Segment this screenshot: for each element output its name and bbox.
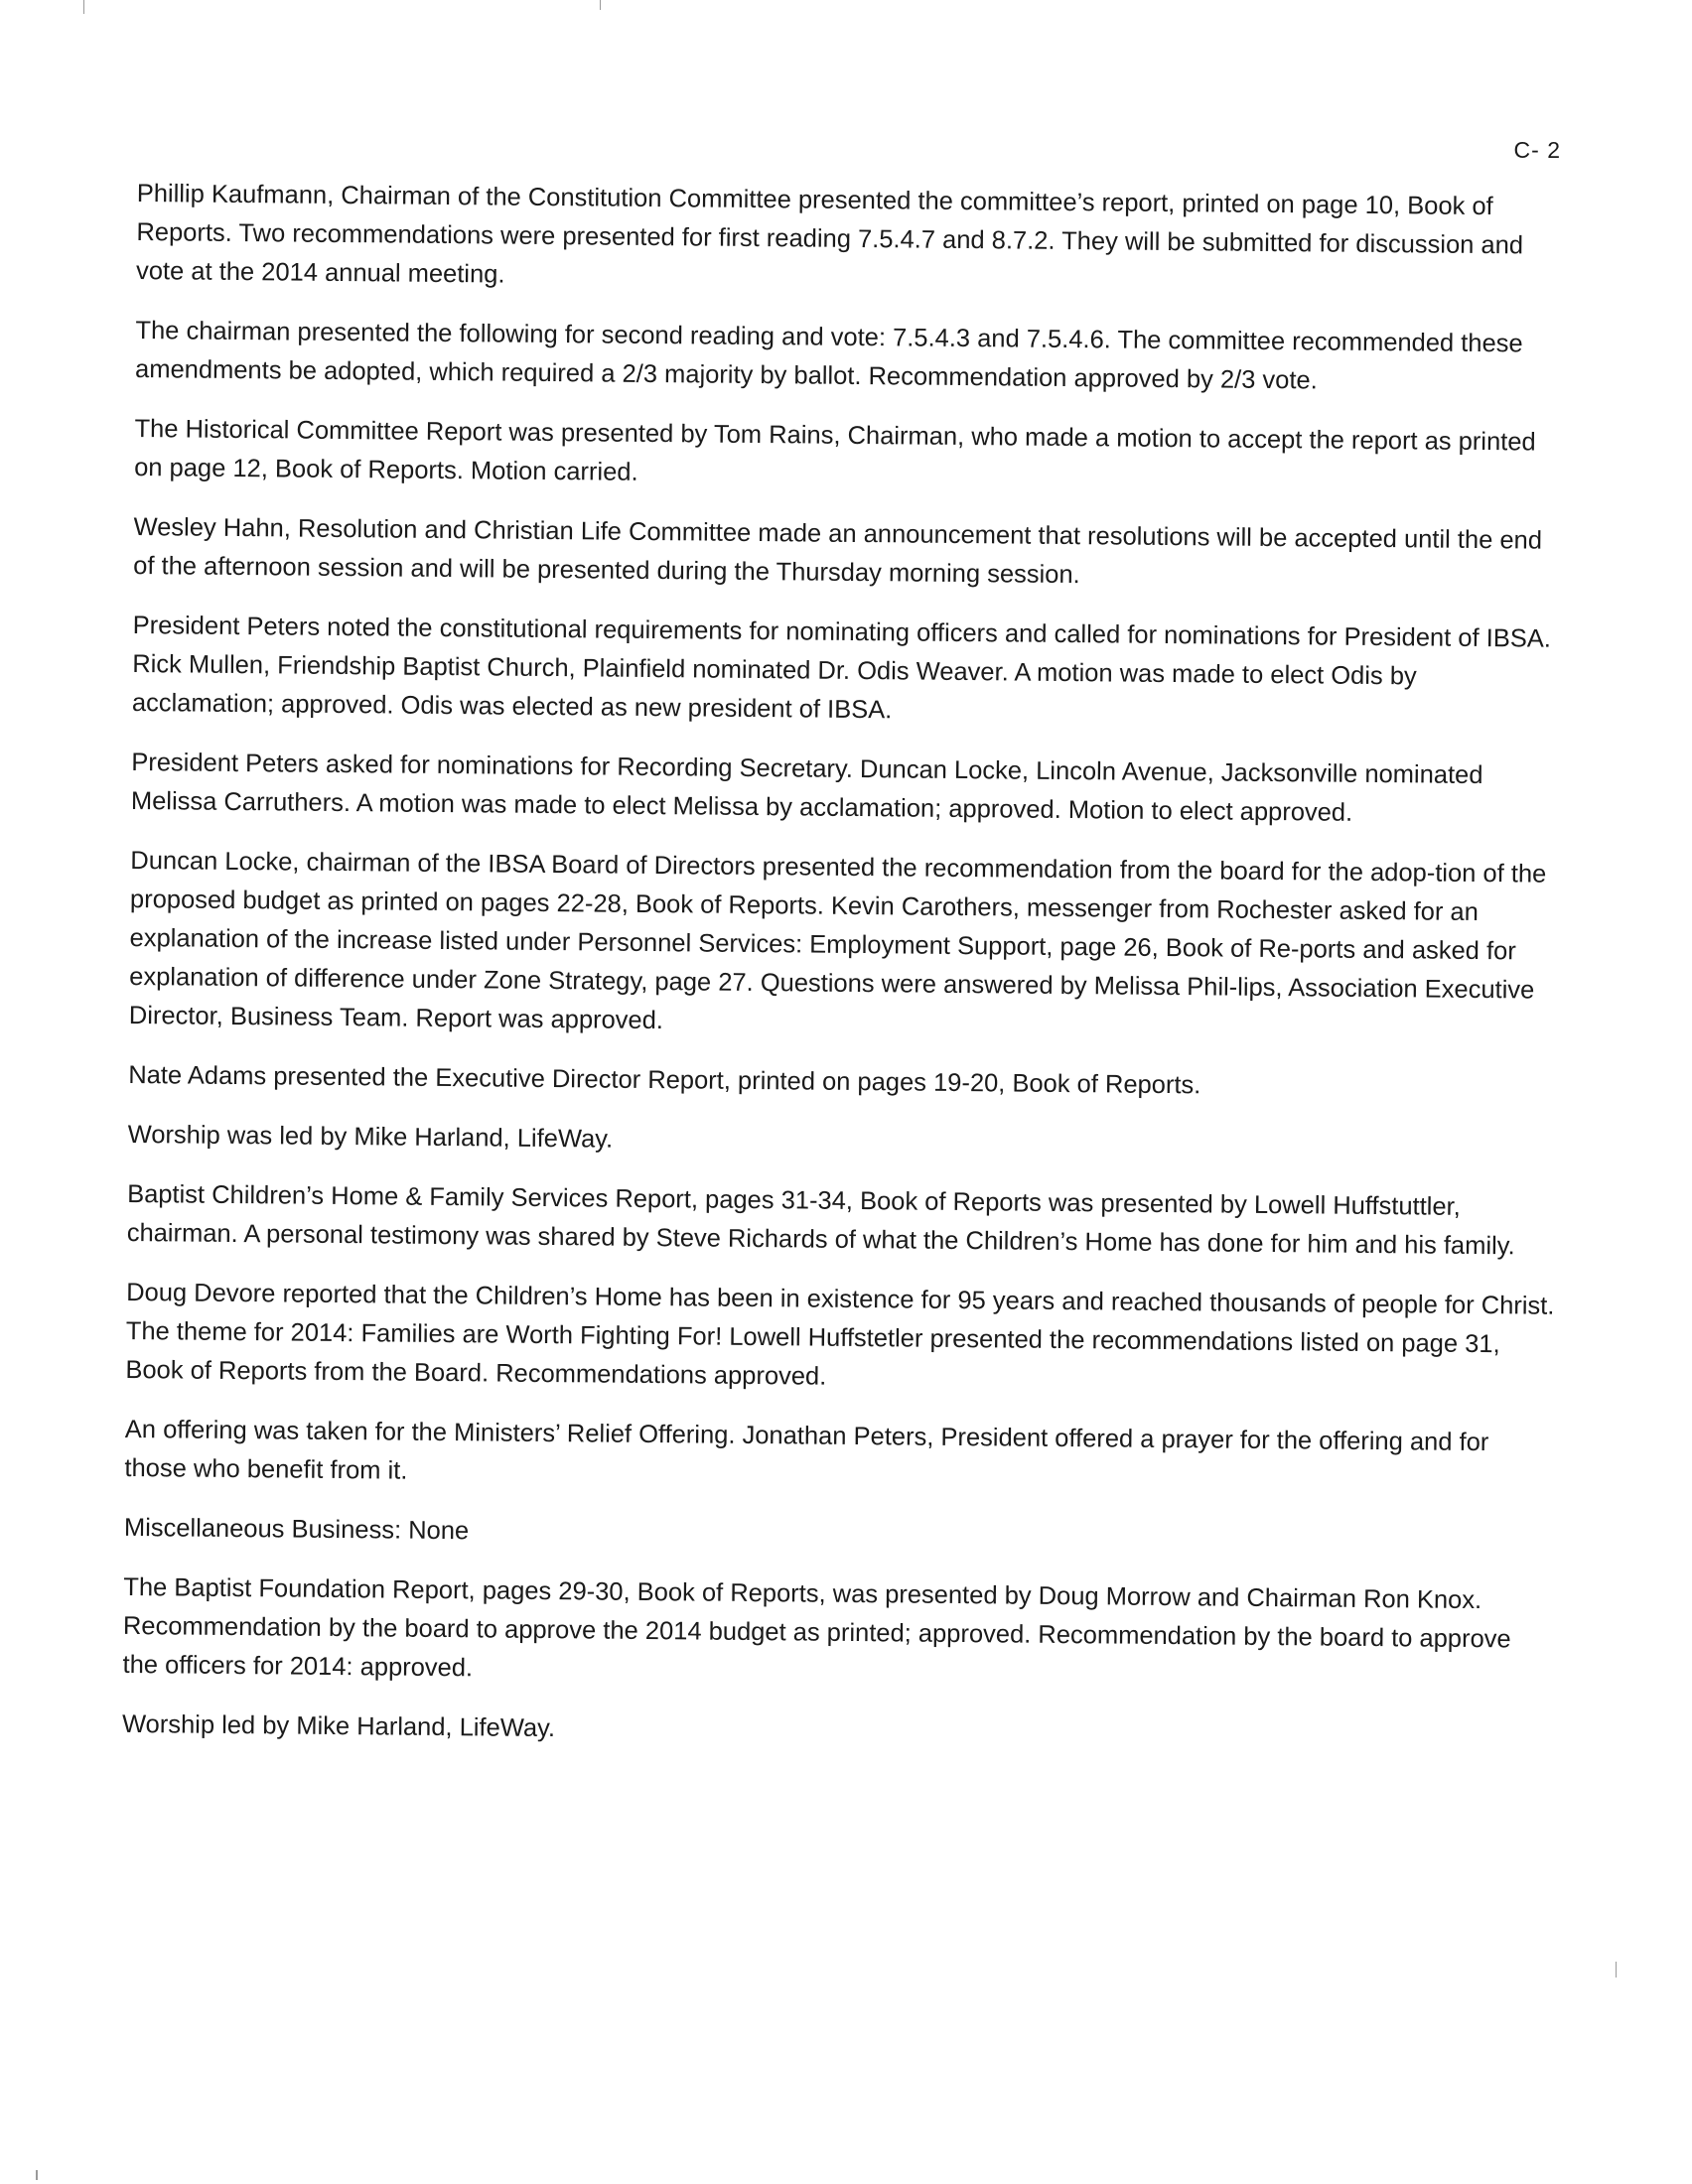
scan-mark-top-left xyxy=(83,0,84,14)
scan-mark-top-right xyxy=(600,0,601,10)
paragraph-executive-director-report: Nate Adams presented the Executive Director Report, printed on pages 19-20, Book of Reports. xyxy=(128,1060,1201,1100)
minutes-body xyxy=(122,175,1567,1779)
paragraph-worship-2: Worship led by Mike Harland, LifeWay. xyxy=(121,1709,556,1743)
paragraph-constitution-report: Phillip Kaufmann, Chairman of the Constitution Committee presented the committee’s report, printed on page 10, Book of Reports. Two recommendations were presented for first reading 7.5.4.7 and 8.7.2. They will be submitted for discussion and vote at the 2014 annual meeting. xyxy=(135,179,1524,289)
paragraph-budget-recommendation: Duncan Locke, chairman of the IBSA Board of Directors presented the recommendation from the board for the adop-tion of the proposed budget as printed on pages 22-28, Book of Reports. Kevin Carothers, messenger from Rochester asked for an explanation of the increase listed under Personnel Services: Employment Support, page 26, Book of Re-ports and asked for explanation of difference under Zone Strategy, page 27. Questions were answered by Melissa Phil-lips, Association Executive Director, Business Team. Report was approved. xyxy=(128,846,1547,1035)
paragraph-foundation-report: The Baptist Foundation Report, pages 29-30, Book of Reports, was presented by Doug Morrow and Chairman Ron Knox. Recommendation by the board to approve the 2014 budget as printed; approved. Recommendation by the board to approve the officers for 2014: approved. xyxy=(122,1572,1511,1683)
page-number: C- 2 xyxy=(1513,137,1561,163)
paragraph-president-nomination: President Peters noted the constitutional requirements for nominating officers and called for nominations for President of IBSA. Rick Mullen, Friendship Baptist Church, Plainfield nominated Dr. Odis Weaver. A motion was made to elect Odis by acclamation; approved. Odis was elected as new president of IBSA. xyxy=(131,611,1552,725)
paragraph-miscellaneous-business: Miscellaneous Business: None xyxy=(123,1513,470,1546)
paragraph-resolution-committee: Wesley Hahn, Resolution and Christian Life Committee made an announcement that resolutions will be accepted until the end of the afternoon session and will be presented during the Thursday morning session. xyxy=(133,512,1543,590)
paragraph-secretary-nomination: President Peters asked for nominations for Recording Secretary. Duncan Locke, Lincoln Avenue, Jacksonville nominated Melissa Carruthers. A motion was made to elect Melissa by acclamation; approved. Motion to elect approved. xyxy=(130,748,1483,827)
paragraph-childrens-home-report: Baptist Children’s Home & Family Services Report, pages 31-34, Book of Reports was presented by Lowell Huffstuttler, chairman. A personal testimony was shared by Steve Richards of what the Children’s Home has done for him and his family. xyxy=(126,1179,1515,1261)
paragraph-second-reading: The chairman presented the following for second reading and vote: 7.5.4.3 and 7.5.4.6. The committee recommended these amendments be adopted, which required a 2/3 majority by ballot. Recommendation approved by 2/3 vote. xyxy=(134,316,1523,395)
paragraph-historical-committee: The Historical Committee Report was presented by Tom Rains, Chairman, who made a motion to accept the report as printed on page 12, Book of Reports. Motion carried. xyxy=(134,414,1536,486)
scan-mark-right-edge xyxy=(1616,1962,1617,1978)
paragraph-offering: An offering was taken for the Ministers’ Relief Offering. Jonathan Peters, President offered a prayer for the offering and for those who benefit from it. xyxy=(124,1415,1489,1485)
paragraph-worship-1: Worship was led by Mike Harland, LifeWay. xyxy=(127,1120,614,1154)
paragraph-childrens-home-recommendations: Doug Devore reported that the Children’s Home has been in existence for 95 years and reached thousands of people for Christ. The theme for 2014: Families are Worth Fighting For! Lowell Huffstetler presented the recommendations listed on page 31, Book of Reports from the Board. Recommendations approved. xyxy=(125,1278,1555,1391)
scan-mark-bottom-left xyxy=(36,2170,38,2180)
